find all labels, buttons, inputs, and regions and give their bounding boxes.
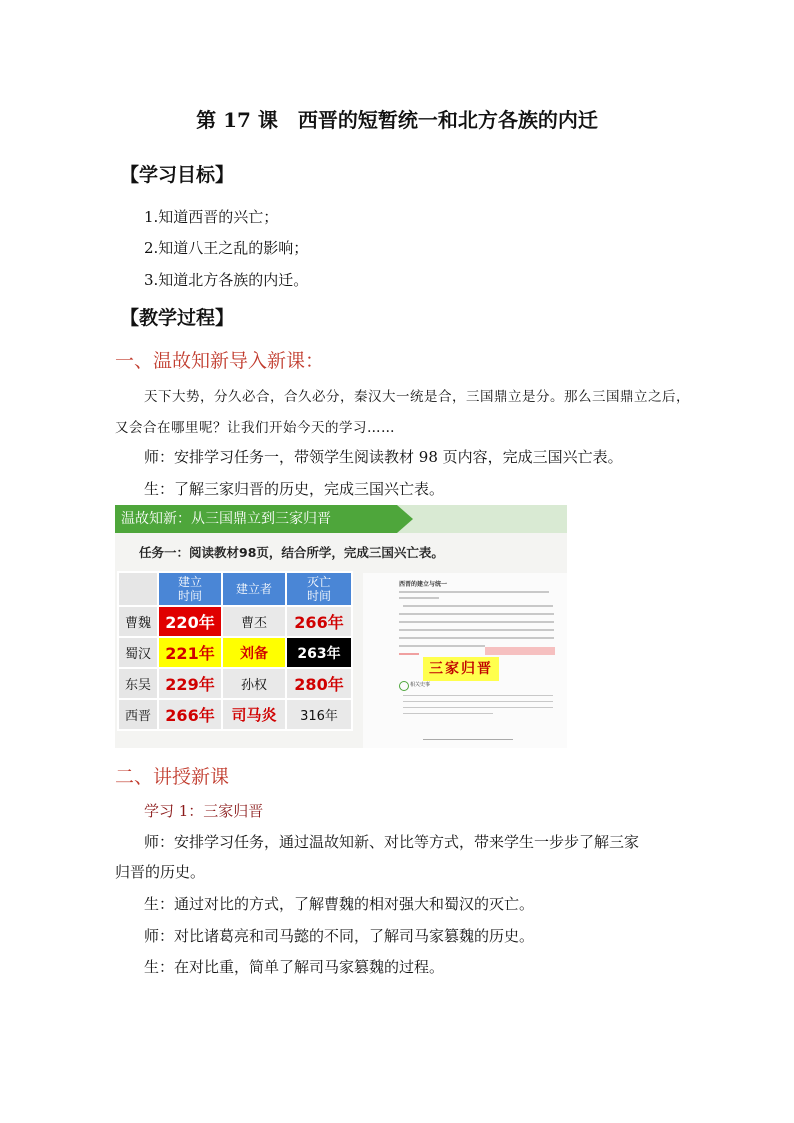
- text-line: [423, 739, 513, 740]
- text-line: [399, 629, 554, 631]
- highlight-mark: [485, 647, 555, 655]
- table-row: [118, 637, 352, 668]
- book-title: 西晋的建立与统一: [399, 581, 448, 588]
- teacher-line-cont: 归晋的历史。: [115, 863, 206, 881]
- table-header-row: [118, 572, 352, 606]
- text-line: [399, 653, 419, 655]
- teacher-line: 师：安排学习任务一，带领学生阅读教材 98 页内容，完成三国兴亡表。: [144, 448, 623, 466]
- kingdom-cell: 东吴: [118, 668, 158, 699]
- cell: 司马炎: [222, 699, 286, 730]
- table-row: [118, 699, 352, 730]
- book-stamp: 三家归晋: [423, 657, 499, 681]
- slide-banner: 温故知新：从三国鼎立到三家归晋: [115, 505, 397, 533]
- cell: 263年: [286, 637, 352, 668]
- text-line: [403, 605, 553, 607]
- goal-item: 2.知道八王之乱的影响；: [144, 239, 309, 257]
- cell: 220年: [158, 606, 222, 637]
- student-line: 生：在对比重，简单了解司马家篡魏的过程。: [144, 958, 445, 976]
- table-row: [118, 606, 352, 637]
- kingdom-cell: 曹魏: [118, 606, 158, 637]
- table-row: [118, 668, 352, 699]
- part2-heading: 二、讲授新课: [115, 766, 230, 788]
- banner-arrow-shape: [397, 505, 413, 533]
- page-title: 第 17 课 西晋的短暂统一和北方各族的内迁: [196, 108, 598, 132]
- text-line: [399, 637, 554, 639]
- kingdom-cell: 西晋: [118, 699, 158, 730]
- goal-item: 1.知道西晋的兴亡；: [144, 208, 279, 226]
- cell: 266年: [286, 606, 352, 637]
- header-cell: 建立 时间: [158, 572, 222, 606]
- goals-heading: 【学习目标】: [120, 164, 235, 186]
- study-subheading: 学习 1：三家归晋: [144, 802, 264, 820]
- cell: 孙权: [222, 668, 286, 699]
- text-line: [399, 597, 439, 599]
- kingdom-cell: 蜀汉: [118, 637, 158, 668]
- process-heading: 【教学过程】: [120, 307, 235, 329]
- cell: 刘备: [222, 637, 286, 668]
- intro-text: 又会合在哪里呢？让我们开始今天的学习……: [115, 420, 395, 436]
- text-line: [399, 645, 485, 647]
- text-line: [399, 591, 549, 593]
- student-line: 生：了解三家归晋的历史，完成三国兴亡表。: [144, 480, 445, 498]
- cell: 316年: [286, 699, 352, 730]
- text-line: [403, 707, 553, 708]
- three-kingdoms-table: [117, 571, 353, 731]
- text-line: [403, 713, 493, 714]
- part1-heading: 一、温故知新导入新课：: [115, 350, 325, 372]
- text-line: [403, 701, 553, 702]
- goal-item: 3.知道北方各族的内迁。: [144, 271, 309, 289]
- header-cell: 建立者: [222, 572, 286, 606]
- text-line: [399, 621, 554, 623]
- lesson-slide-image: [115, 505, 567, 748]
- teacher-line: 师：对比诸葛亮和司马懿的不同，了解司马家篡魏的历史。: [144, 927, 535, 945]
- cell: 229年: [158, 668, 222, 699]
- slide-task: 任务一：阅读教材98页，结合所学，完成三国兴亡表。: [139, 545, 444, 560]
- header-cell: 灭亡 时间: [286, 572, 352, 606]
- cell: 266年: [158, 699, 222, 730]
- cell: 曹丕: [222, 606, 286, 637]
- text-line: [399, 613, 554, 615]
- cell: 280年: [286, 668, 352, 699]
- student-line: 生：通过对比的方式，了解曹魏的相对强大和蜀汉的灭亡。: [144, 895, 535, 913]
- teacher-line: 师：安排学习任务，通过温故知新、对比等方式，带来学生一步步了解三家: [144, 833, 640, 851]
- textbook-page-image: [363, 573, 567, 748]
- cell: 221年: [158, 637, 222, 668]
- book-related-label: 相关史事: [410, 682, 431, 688]
- header-cell: [118, 572, 158, 606]
- related-icon: [399, 681, 409, 691]
- intro-text: 天下大势，分久必合，合久必分，秦汉大一统是合，三国鼎立是分。那么三国鼎立之后，: [144, 389, 690, 405]
- text-line: [403, 695, 553, 696]
